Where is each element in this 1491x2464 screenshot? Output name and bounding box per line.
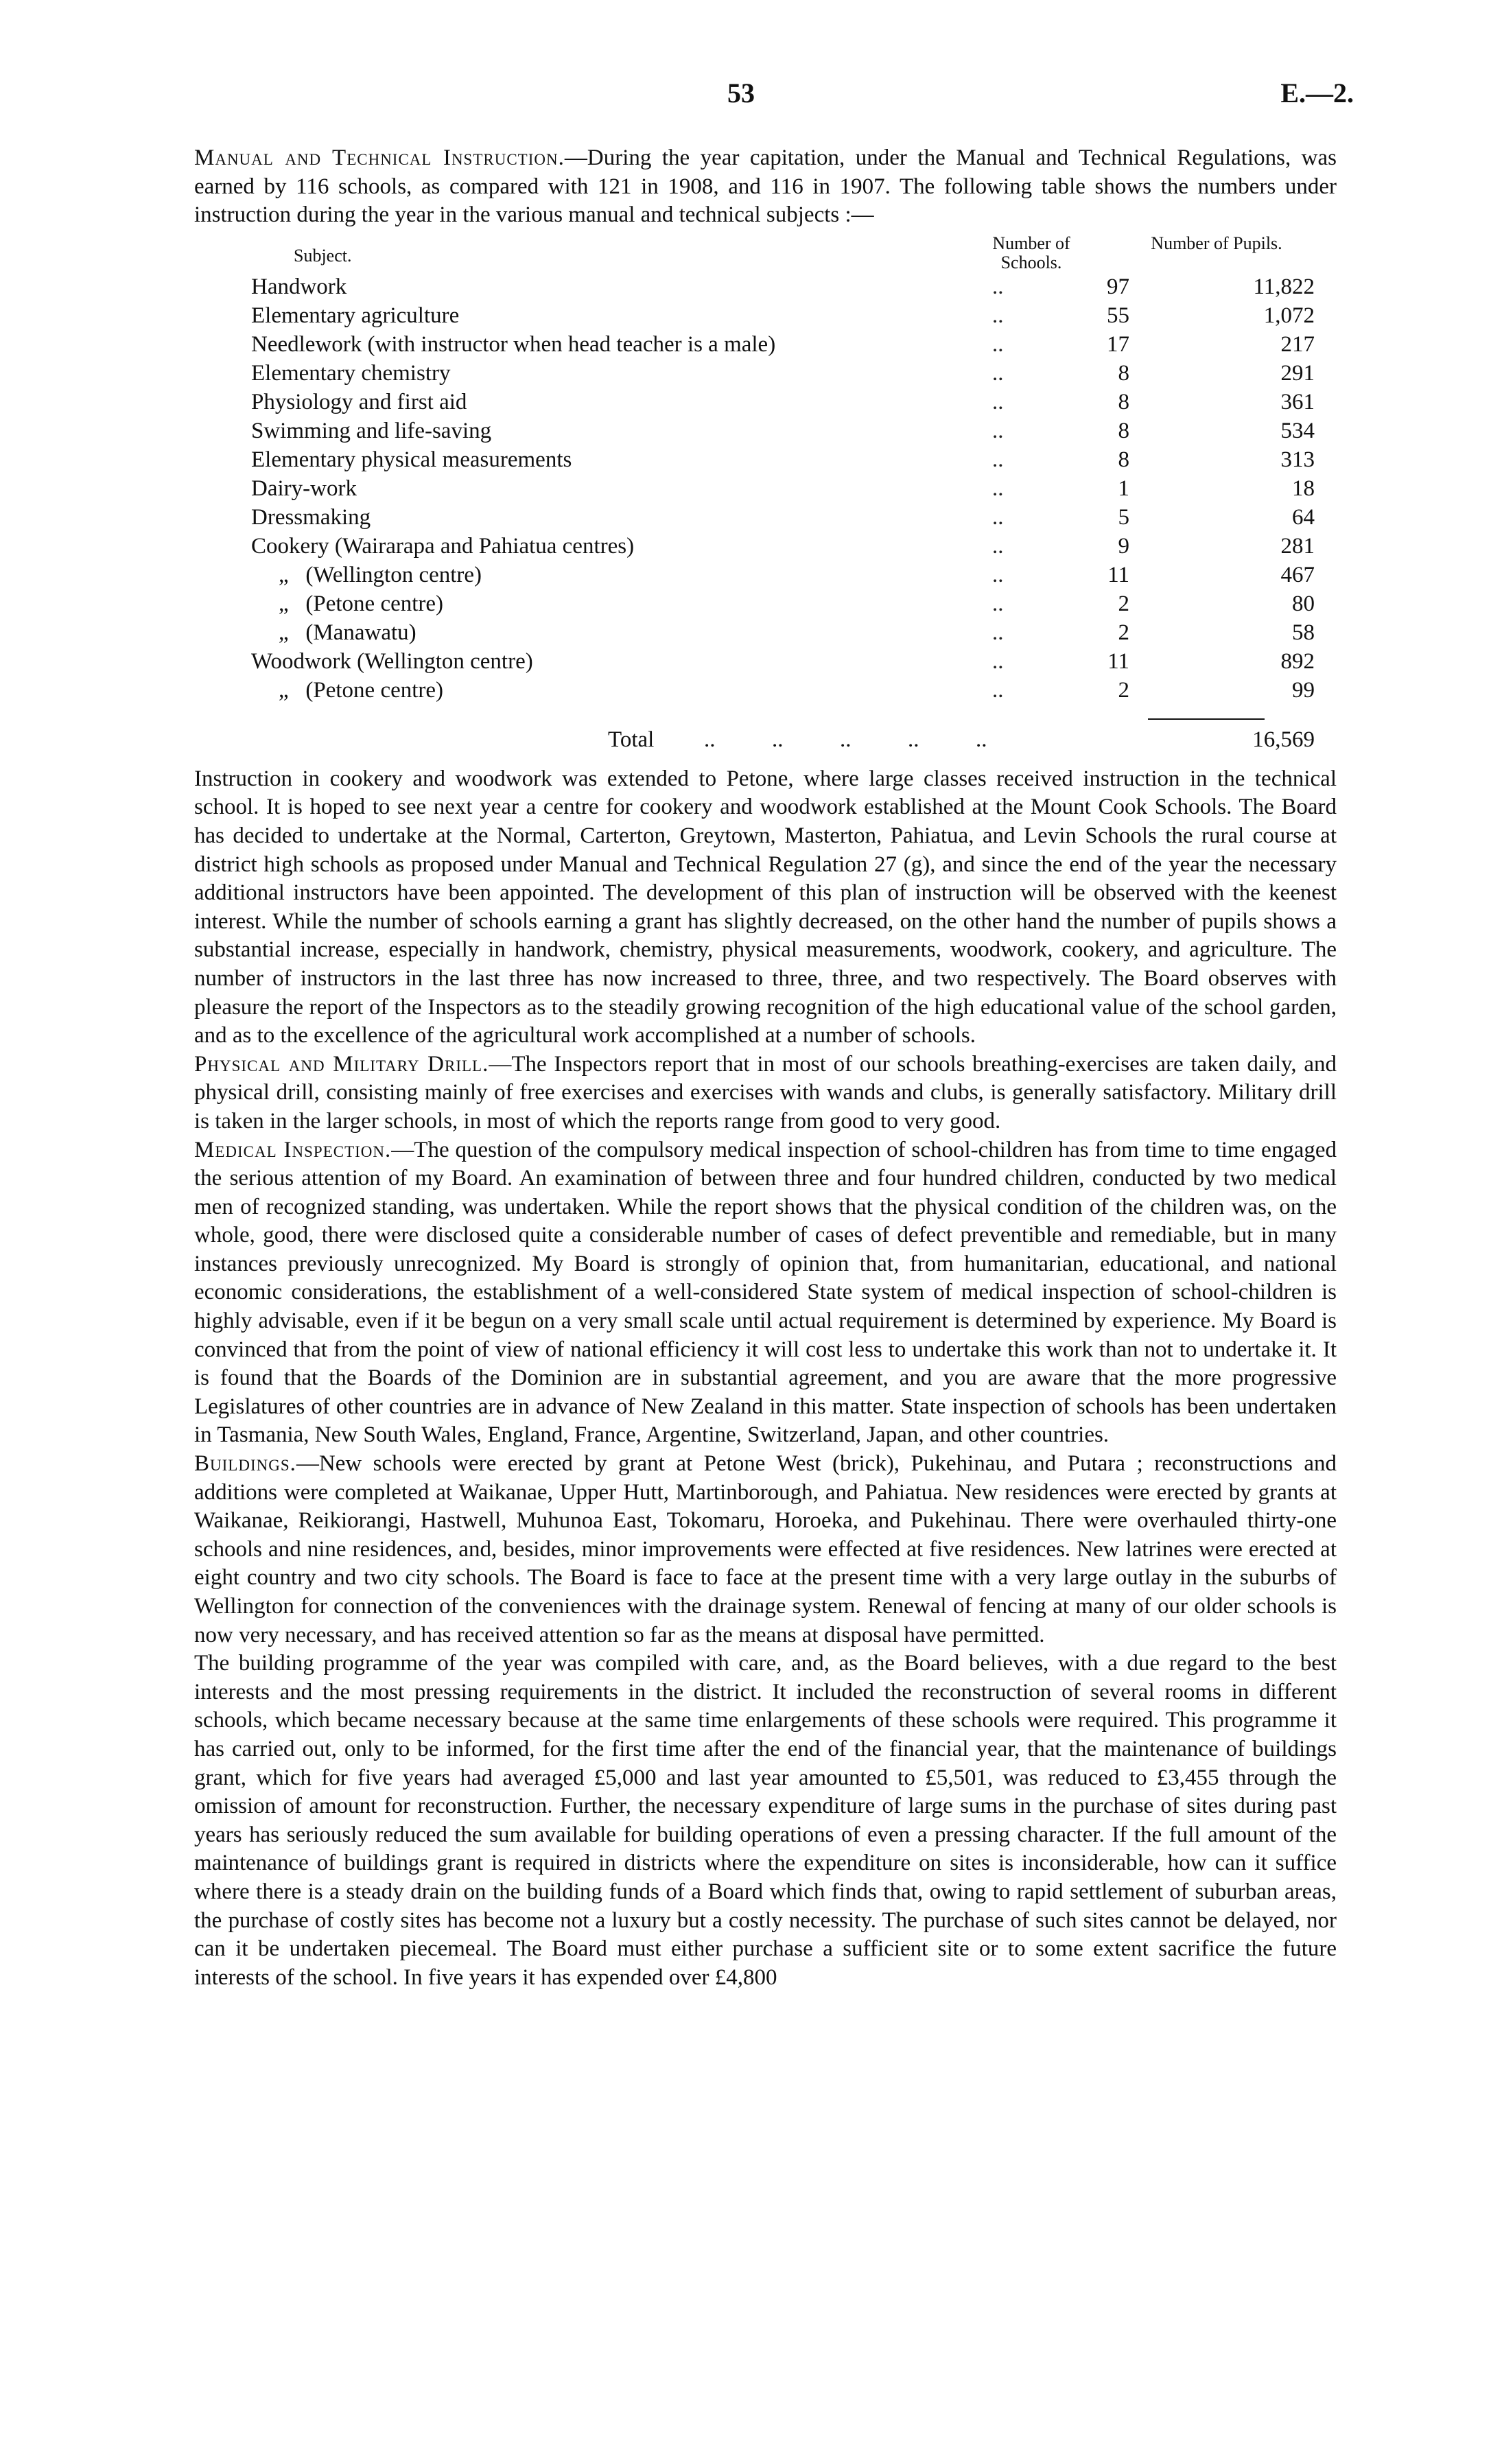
paragraph-text: Instruction in cookery and woodwork was extended to Petone, where large classes received instruction in the technical school. It is hoped to see next year a centre for cookery and woodwork established at the Mount Cook Schools. The Board has decided to undertake at the Normal, Carterton, Greytown, Masterton, Pahiatua, and Levin Schools the rural course at district high schools as proposed under Manual and Technical Regulation 27 (g), and since the end of the year the necessary additional instructors have been appointed. The development of this plan of instruction will be observed with the keenest interest. While the number of schools earning a grant has slightly decreased, on the other hand the number of pupils shows a substantial increase, especially in handwork, chemistry, physical measurements, woodwork, cookery, and agriculture. The number of instructors in the last three has now increased to three, three, and two respectively. The Board observes with pleasure the report of the Inspectors as to the steadily growing recognition of the high educational value of the school garden, and as to the excellence of the agricultural work accomplished at a number of schools. — [194, 766, 1337, 1048]
row-schools: 97 — [1107, 274, 1129, 299]
table-row — [251, 589, 1322, 618]
series-code: E.—2. — [1280, 78, 1354, 108]
table-row — [251, 330, 1322, 359]
row-subject: „ (Petone centre) — [279, 591, 444, 616]
body-paragraphs — [194, 765, 1337, 1993]
row-leader-dots: .. — [992, 620, 1004, 645]
row-schools: 2 — [1118, 620, 1129, 645]
col-header-subject: Subject. — [294, 245, 352, 266]
table-row — [251, 388, 1322, 416]
row-schools: 11 — [1107, 648, 1129, 674]
page-body — [194, 144, 1337, 1992]
table-row — [251, 618, 1322, 647]
row-subject: Handwork — [251, 274, 347, 299]
row-leader-dots: .. — [992, 303, 1004, 328]
page-number: 53 — [727, 78, 755, 108]
row-schools: 2 — [1118, 591, 1129, 616]
row-schools: 8 — [1118, 447, 1129, 472]
row-schools: 17 — [1107, 331, 1129, 357]
row-schools: 8 — [1118, 389, 1129, 414]
body-paragraph — [194, 1450, 1337, 1650]
row-subject: „ (Petone centre) — [279, 677, 444, 703]
intro-heading: Manual and Technical Instruction. — [194, 145, 565, 170]
row-subject: Swimming and life-saving — [251, 418, 492, 443]
row-pupils: 64 — [1292, 504, 1315, 530]
row-subject: Elementary chemistry — [251, 360, 451, 386]
row-schools: 2 — [1118, 677, 1129, 703]
table-row — [251, 359, 1322, 388]
row-pupils: 291 — [1280, 360, 1315, 386]
row-schools: 9 — [1118, 533, 1129, 559]
total-leader-dots: .. .. .. .. .. — [704, 727, 987, 752]
row-schools: 5 — [1118, 504, 1129, 530]
row-pupils: 58 — [1292, 620, 1315, 645]
paragraph-text: The building programme of the year was compiled with care, and, as the Board believes, with a due regard to the best interests and the most pressing requirements in the district. It included the reconstruction of several rooms in different schools, which became necessary because at the same time enlargements of these schools were required. This programme it has carried out, only to be informed, for the first time after the end of the financial year, that the maintenance of buildings grant, which for five years had averaged £5,000 and last year amounted to £5,501, was reduced to £3,455 through the omission of amount for reconstruction. Further, the necessary expenditure of large sums in the purchase of sites during past years has seriously reduced the sum available for building operations of even a pressing character. If the full amount of the maintenance of buildings grant is required in districts where the expenditure on sites is inconsiderable, how can it suffice where there is a steady drain on the building funds of a Board which finds that, owing to rapid settlement of suburban areas, the purchase of costly sites has become not a luxury but a costly necessity. The purchase of such sites cannot be delayed, nor can it be undertaken piecemeal. The Board must either purchase a sufficient site or to some extent sacrifice the future interests of the school. In five years it has expended over £4,800 — [194, 1651, 1337, 1990]
row-leader-dots: .. — [992, 591, 1004, 616]
row-leader-dots: .. — [992, 418, 1004, 443]
table-row — [251, 532, 1322, 561]
table-row — [251, 647, 1322, 676]
row-pupils: 11,822 — [1253, 274, 1315, 299]
row-subject: Physiology and first aid — [251, 389, 467, 414]
row-pupils: 534 — [1280, 418, 1315, 443]
row-schools: 8 — [1118, 418, 1129, 443]
row-leader-dots: .. — [992, 562, 1004, 587]
total-label: Total — [608, 727, 655, 752]
row-subject: Elementary physical measurements — [251, 447, 572, 472]
table-row — [251, 474, 1322, 503]
row-schools: 11 — [1107, 562, 1129, 587]
row-leader-dots: .. — [992, 648, 1004, 674]
table-row — [251, 561, 1322, 589]
row-subject: Elementary agriculture — [251, 303, 460, 328]
row-leader-dots: .. — [992, 447, 1004, 472]
row-subject: Needlework (with instructor when head teacher is a male) — [251, 331, 776, 357]
table-row — [251, 676, 1322, 705]
row-schools: 8 — [1118, 360, 1129, 386]
table-row — [251, 301, 1322, 330]
row-leader-dots: .. — [992, 274, 1004, 299]
total-rule — [1148, 718, 1265, 720]
table-row — [251, 416, 1322, 445]
row-pupils: 361 — [1280, 389, 1315, 414]
paragraph-heading: Medical Inspection. — [194, 1137, 392, 1162]
body-paragraph — [194, 1136, 1337, 1451]
body-paragraph — [194, 1051, 1337, 1136]
row-subject: „ (Wellington centre) — [279, 562, 482, 587]
row-leader-dots: .. — [992, 331, 1004, 357]
paragraph-heading: Physical and Military Drill. — [194, 1051, 489, 1077]
intro-paragraph — [194, 144, 1337, 230]
row-pupils: 467 — [1280, 562, 1315, 587]
paragraph-text: —The question of the compulsory medical inspection of school-children has from time to time engaged the serious attention of my Board. An examination of between three and four hundred children, conducted by two medical men of recognized standing, was undertaken. While the report shows that the physical condition of the children was, on the whole, good, there were disclosed quite a considerable number of cases of defect preventible and remediable, but in many instances previously unrecognized. My Board is strongly of opinion that, from humanitarian, educational, and national economic considerations, the establishment of a well-considered State system of medical inspection of school-children is highly advisable, even if it be begun on a very small scale until actual requirement is determined by experience. My Board is convinced that from the point of view of national efficiency it will cost less to undertake this work than not to undertake it. It is found that the Boards of the Dominion are in substantial agreement, and you are aware that the more progressive Legislatures of other countries are in advance of New Zealand in this matter. State inspection of schools has been undertaken in Tasmania, New South Wales, England, France, Argentine, Switzerland, Japan, and other countries. — [194, 1137, 1337, 1448]
col-header-pupils: Number of Pupils. — [1151, 233, 1282, 253]
row-pupils: 892 — [1280, 648, 1315, 674]
table-row — [251, 445, 1322, 474]
col-header-schools: Number of Schools. — [992, 233, 1070, 272]
table-row — [251, 503, 1322, 532]
row-leader-dots: .. — [992, 533, 1004, 559]
body-paragraph — [194, 1650, 1337, 1992]
subjects-table — [194, 234, 1337, 755]
row-schools: 1 — [1118, 476, 1129, 501]
row-leader-dots: .. — [992, 677, 1004, 703]
body-paragraph — [194, 765, 1337, 1051]
row-subject: Dairy-work — [251, 476, 357, 501]
total-pupils: 16,569 — [1252, 727, 1315, 752]
row-subject: Dressmaking — [251, 504, 371, 530]
row-pupils: 313 — [1280, 447, 1315, 472]
row-leader-dots: .. — [992, 389, 1004, 414]
row-leader-dots: .. — [992, 504, 1004, 530]
intro-text: —During the year capitation, under the Manual and Technical Regulations, was earned by 116 schools, as compared with 121 in 1908, and 116 in 1907. The following table shows the numbers under instruction during the year in the various manual and technical subjects :— — [194, 145, 1337, 228]
paragraph-heading: Buildings. — [194, 1451, 296, 1477]
row-pupils: 217 — [1280, 331, 1315, 357]
row-pupils: 99 — [1292, 677, 1315, 703]
paragraph-text: —The Inspectors report that in most of our schools breathing-exercises are taken daily, and physical drill, consisting mainly of free exercises and exercises with wands and clubs, is generally satisfactory. Military drill is taken in the larger schools, in most of which the reports range from good to very good. — [194, 1051, 1337, 1134]
row-pupils: 1,072 — [1263, 303, 1315, 328]
row-subject: Cookery (Wairarapa and Pahiatua centres) — [251, 533, 635, 559]
row-subject: Woodwork (Wellington centre) — [251, 648, 533, 674]
row-pupils: 80 — [1292, 591, 1315, 616]
row-pupils: 18 — [1292, 476, 1315, 501]
row-pupils: 281 — [1280, 533, 1315, 559]
row-schools: 55 — [1107, 303, 1129, 328]
table-row — [251, 272, 1322, 301]
page-header — [0, 77, 1491, 118]
row-leader-dots: .. — [992, 360, 1004, 386]
row-leader-dots: .. — [992, 476, 1004, 501]
row-subject: „ (Manawatu) — [279, 620, 416, 645]
paragraph-text: —New schools were erected by grant at Petone West (brick), Pukehinau, and Putara ; reconstructions and additions were completed at Waikanae, Upper Hutt, Martinborough, and Pahiatua. New residences were erected by grants at Waikanae, Reikiorangi, Hastwell, Muhunoa East, Tokomaru, Horoeka, and Pukehinau. There were overhauled thirty-one schools and nine residences, and, besides, minor improvements were effected at five residences. New latrines were erected at eight country and two city schools. The Board is face to face at the present time with a very large outlay in the suburbs of Wellington for connection of the conveniences with the drainage system. Renewal of fencing at many of our older schools is now very necessary, and has received attention so far as the means at disposal have permitted. — [194, 1451, 1337, 1647]
